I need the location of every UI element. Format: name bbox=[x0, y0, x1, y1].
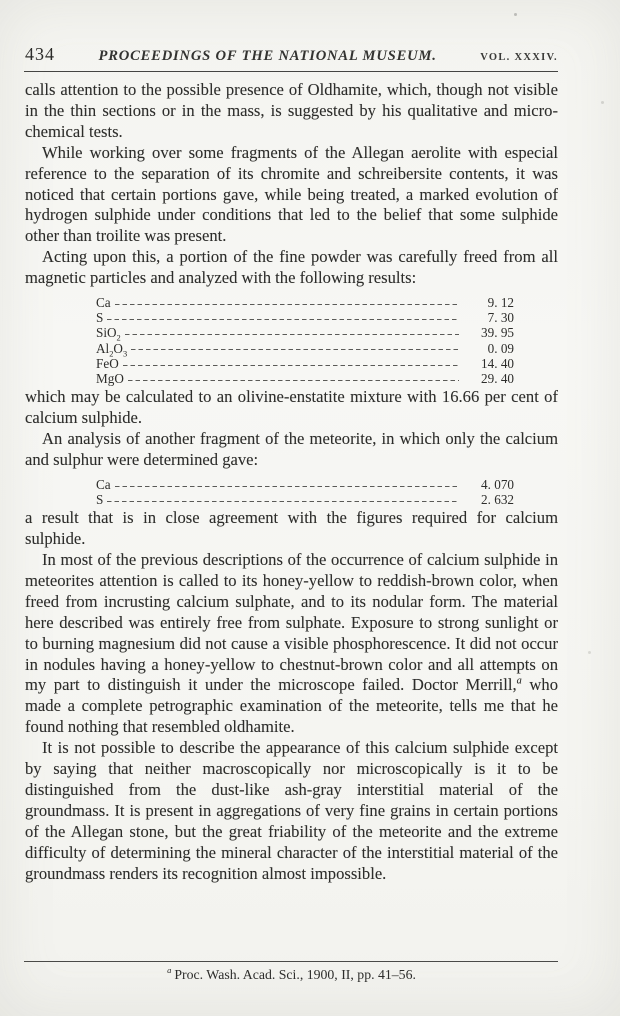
dot-leader bbox=[107, 501, 459, 502]
element-value: 9. 12 bbox=[487, 295, 514, 311]
element-label: Ca bbox=[96, 476, 111, 492]
footnote-rule bbox=[24, 961, 558, 962]
ink-speck bbox=[514, 13, 517, 16]
table-row bbox=[96, 323, 514, 344]
dot-leader bbox=[123, 365, 459, 366]
element-value: 14. 40 bbox=[481, 355, 514, 371]
element-label: $Al_2O_3$ bbox=[96, 340, 128, 359]
element-label: S bbox=[96, 492, 104, 507]
analysis-table-secondary bbox=[96, 475, 514, 505]
paragraph-5: An analysis of another fragment of the meteorite, in which only the calcium and sulphur were determined gave: bbox=[25, 429, 558, 469]
dot-leader bbox=[131, 349, 459, 350]
table-row bbox=[96, 490, 514, 505]
paragraph-8: It is not possible to describe the appearance of this calcium sulphide except by saying that neither macroscopically nor microscopically is it to be distinguished from the dust-like ash-gray interstitial material of the groundmass. It is present in aggregations of very fine grains in certain portions of the Allegan stone, but the great friability of the meteorite and the extreme difficulty of determining the mineral character of the interstitial material of the groundmass renders its recognition almost impossible. bbox=[25, 738, 558, 883]
element-label: MgO bbox=[96, 371, 124, 386]
page-header bbox=[25, 44, 558, 65]
footnote-text: Proc. Wash. Acad. Sci., 1900, II, pp. 41–56. bbox=[174, 967, 416, 982]
footnote-marker: a bbox=[167, 965, 172, 976]
analysis-table-primary bbox=[96, 293, 514, 384]
dot-leader bbox=[115, 304, 459, 305]
element-label: FeO bbox=[96, 355, 119, 371]
paragraph-7-text: In most of the previous descriptions of the occurrence of calcium sulphide in meteorites attention is called to its honey-yellow to reddish-brown color, when freed from incrusting calcium sulphate, and to its nodular form. The material here described was entirely free from sulphate. Exposure to strong sunlight or to burning magnesium did not cause a visible phosphorescence. It did not occur in nodules having a honey-yellow to chestnut-brown color and all attempts on my part to distinguish it under the microscope failed. Doctor Merrill, bbox=[25, 550, 558, 695]
dot-leader bbox=[107, 319, 459, 320]
table-row bbox=[96, 293, 514, 311]
element-value: 29. 40 bbox=[481, 371, 514, 386]
dot-leader bbox=[125, 334, 459, 335]
header-rule bbox=[24, 71, 558, 72]
paragraph-1: calls attention to the possible presence of Oldhamite, which, though not visible in the thin sections or in the mass, is suggested by his qualitative and micro-chemical tests. bbox=[25, 80, 558, 141]
table-row bbox=[96, 308, 514, 326]
dot-leader bbox=[115, 486, 459, 487]
body-text bbox=[25, 80, 558, 957]
footnote bbox=[25, 967, 558, 983]
paragraph-2: While working over some fragments of the Allegan aerolite with especial reference to the separation of its chromite and schreibersite contents, it was noticed that certain portions gave, while being treated, a marked evolution of hydrogen sulphide under conditions that led to the belief that some sulphide other than troilite was present. bbox=[25, 142, 558, 246]
paragraph-7-continuation: who made a complete petrographic examination of the meteorite, tells me that he found nothing that resembled oldhamite. bbox=[25, 675, 558, 737]
ink-speck bbox=[601, 101, 604, 104]
table-row bbox=[96, 475, 514, 490]
table-row bbox=[96, 354, 514, 369]
paragraph-7 bbox=[25, 550, 558, 738]
paragraph-3: Acting upon this, a portion of the fine powder was carefully freed from all magnetic particles and analyzed with the following results: bbox=[25, 247, 558, 288]
element-label: Ca bbox=[96, 295, 111, 311]
table-row bbox=[96, 339, 514, 359]
dot-leader bbox=[128, 380, 459, 381]
element-value: 39. 95 bbox=[481, 325, 514, 341]
footnote-reference-marker: a bbox=[516, 675, 522, 687]
ink-speck bbox=[588, 651, 591, 654]
table-row bbox=[96, 369, 514, 384]
running-title: PROCEEDINGS OF THE NATIONAL MUSEUM. bbox=[98, 48, 437, 64]
element-value: 2. 632 bbox=[481, 492, 514, 507]
paragraph-6: a result that is in close agreement with the figures required for calcium sulphide. bbox=[25, 508, 558, 549]
element-value: 7. 30 bbox=[487, 310, 514, 326]
element-value: 4. 070 bbox=[481, 476, 514, 492]
volume-label: VOL. XXXIV. bbox=[480, 52, 558, 63]
page-number: 434 bbox=[25, 44, 55, 64]
element-label: SiO$_2$ bbox=[96, 325, 121, 344]
element-label: S bbox=[96, 310, 104, 326]
paragraph-4: which may be calculated to an olivine-enstatite mixture with 16.66 per cent of calcium sulphide. bbox=[25, 387, 558, 428]
element-value: 0. 09 bbox=[487, 340, 514, 356]
